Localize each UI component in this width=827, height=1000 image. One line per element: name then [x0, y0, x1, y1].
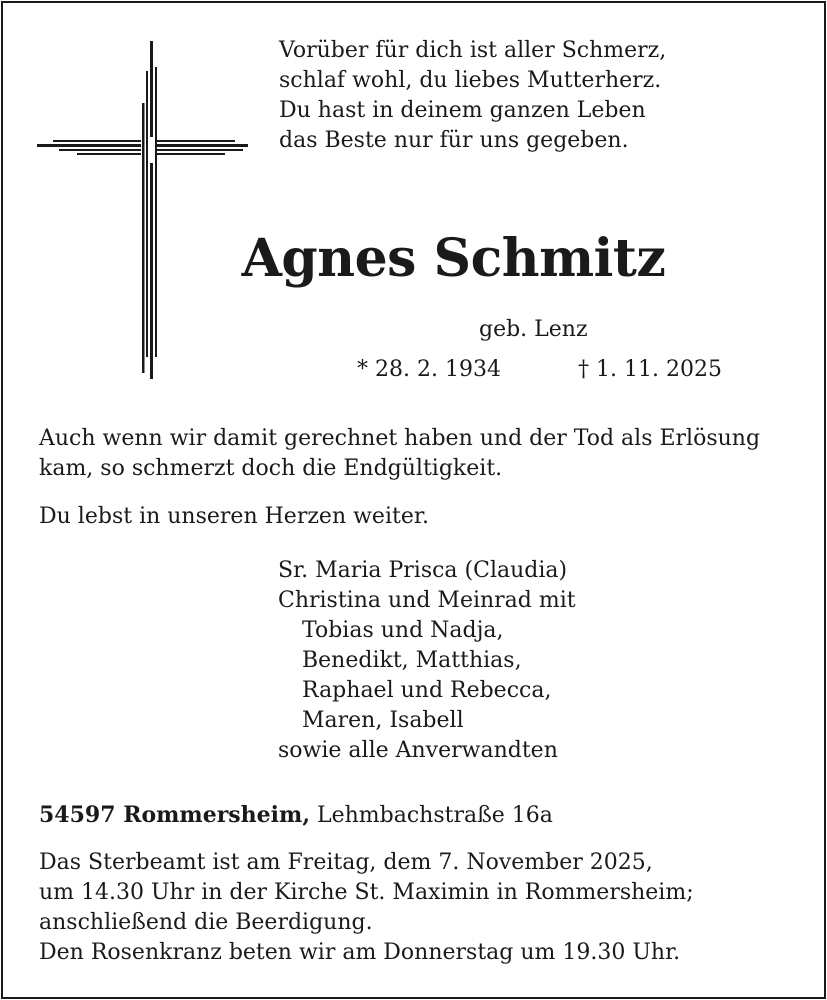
poem-line: schlaf wohl, du liebes Mutterherz. — [279, 68, 662, 93]
address-place: 54597 Rommersheim, — [39, 802, 310, 828]
service-line: Das Sterbeamt ist am Freitag, dem 7. November 2025, — [39, 850, 653, 875]
service-line: um 14.30 Uhr in der Kirche St. Maximin in Rommersheim; — [39, 880, 694, 905]
address-street: Lehmbachstraße 16a — [316, 803, 553, 828]
address — [39, 800, 553, 831]
service-line: anschließend die Beerdigung. — [39, 910, 373, 935]
mourner: Benedikt, Matthias, — [302, 648, 522, 673]
mourner: Tobias und Nadja, — [302, 618, 504, 643]
death-date: † 1. 11. 2025 — [578, 357, 722, 382]
deceased-name: Agnes Schmitz — [241, 228, 666, 289]
mourner: Raphael und Rebecca, — [302, 678, 552, 703]
birth-name: geb. Lenz — [479, 317, 588, 342]
poem — [279, 36, 666, 156]
mourners-list — [278, 556, 576, 766]
mourner: sowie alle Anverwandten — [278, 738, 558, 763]
paragraph-line: Auch wenn wir damit gerechnet haben und der Tod als Erlösung — [39, 426, 761, 451]
mourner: Christina und Meinrad mit — [278, 588, 576, 613]
remembrance-line: Du lebst in unseren Herzen weiter. — [39, 504, 429, 529]
poem-line: das Beste nur für uns gegeben. — [279, 128, 629, 153]
birth-date: * 28. 2. 1934 — [357, 357, 501, 382]
farewell-paragraph — [39, 424, 760, 484]
poem-line: Vorüber für dich ist aller Schmerz, — [279, 38, 667, 63]
poem-line: Du hast in deinem ganzen Leben — [279, 98, 646, 123]
obituary-frame — [1, 1, 826, 999]
mourner: Maren, Isabell — [302, 708, 464, 733]
service-info — [39, 848, 694, 968]
cross-icon — [37, 41, 251, 385]
paragraph-line: kam, so schmerzt doch die Endgültigkeit. — [39, 456, 503, 481]
mourner: Sr. Maria Prisca (Claudia) — [278, 558, 568, 583]
service-line: Den Rosenkranz beten wir am Donnerstag um 19.30 Uhr. — [39, 940, 681, 965]
